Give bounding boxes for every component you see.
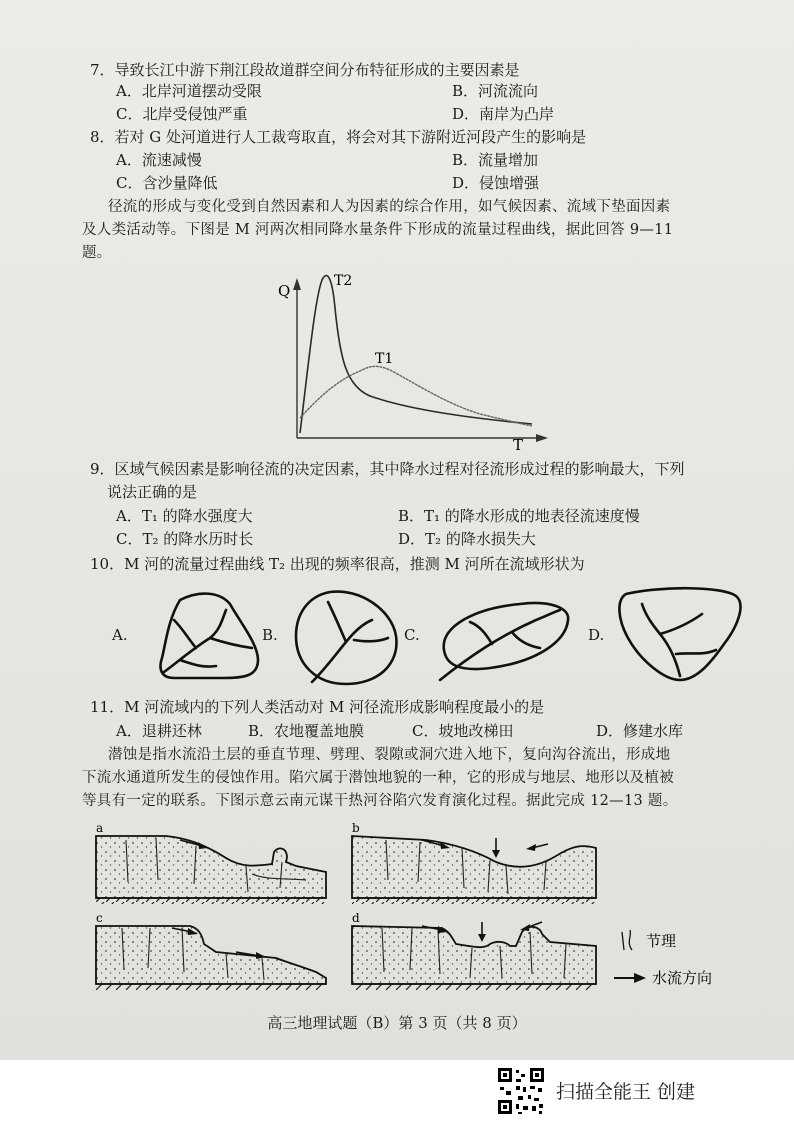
panel-c-label: c xyxy=(96,911,103,925)
panel-a-ground xyxy=(96,898,326,904)
discharge-chart xyxy=(270,268,560,454)
basin-shape-d xyxy=(619,588,740,680)
panel-b-ground xyxy=(352,898,596,904)
x-axis-arrow xyxy=(536,434,548,442)
series-t1-label: T1 xyxy=(375,351,394,367)
panel-d-label: d xyxy=(352,911,360,925)
q9-option-d: D．T₂ 的降水损失大 xyxy=(398,530,536,548)
joint-legend-icon xyxy=(622,930,632,950)
q7-stem: 7．导致长江中游下荆江段故道群空间分布特征形成的主要因素是 xyxy=(90,61,520,79)
q9-stem-line2: 说法正确的是 xyxy=(107,483,198,501)
q8-option-b: B．流量增加 xyxy=(452,151,539,169)
q8-option-d: D．侵蚀增强 xyxy=(452,174,540,192)
figure-legend xyxy=(614,930,712,987)
panel-b-label: b xyxy=(352,822,360,835)
intro1-line1: 径流的形成与变化受到自然因素和人为因素的综合作用，如气候因素、流域下垫面因素 xyxy=(108,199,671,215)
panel-d-ground xyxy=(352,984,596,990)
q7-option-c: C．北岸受侵蚀严重 xyxy=(116,105,248,123)
panel-d xyxy=(352,911,596,990)
panel-a-profile xyxy=(96,836,326,898)
series-t2-label: T2 xyxy=(334,273,353,289)
panel-a xyxy=(96,822,326,904)
q8-option-c: C．含沙量降低 xyxy=(116,174,218,192)
q10-stem: 10．M 河的流量过程曲线 T₂ 出现的频率很高，推测 M 河所在流域形状为 xyxy=(90,555,585,573)
y-axis-label: Q xyxy=(278,282,291,300)
panel-c-profile xyxy=(96,926,326,984)
q8-stem: 8．若对 G 处河道进行人工裁弯取直，将会对其下游附近河段产生的影响是 xyxy=(90,128,587,146)
intro2-line2: 下流水通道所发生的侵蚀作用。陷穴属于潜蚀地貌的一种，它的形成与地层、地形以及植被 xyxy=(82,770,674,786)
q9-option-c: C．T₂ 的降水历时长 xyxy=(116,530,254,548)
q11-option-c: C．坡地改梯田 xyxy=(412,722,514,740)
panel-b xyxy=(352,822,596,904)
q10-label-b: B. xyxy=(262,626,278,644)
series-t2-line xyxy=(300,276,532,433)
basin-shapes xyxy=(140,580,780,690)
basin-shape-b xyxy=(296,592,396,684)
q10-label-a: A. xyxy=(112,626,128,644)
q9-option-a: A．T₁ 的降水强度大 xyxy=(116,507,253,525)
q11-option-b: B．农地覆盖地膜 xyxy=(248,722,365,740)
y-axis-arrow xyxy=(293,278,301,290)
page-footer: 高三地理试题（B）第 3 页（共 8 页） xyxy=(267,1014,527,1032)
panel-d-profile xyxy=(352,926,596,984)
intro1-line2: 及人类活动等。下图是 M 河两次相同降水量条件下形成的流量过程曲线，据此回答 9—11 xyxy=(82,222,674,238)
panel-a-label: a xyxy=(96,822,104,835)
panel-b-profile xyxy=(352,836,596,898)
legend-joint-label: 节理 xyxy=(646,932,677,950)
x-axis-label: T xyxy=(513,436,524,454)
q7-option-a: A．北岸河道摆动受限 xyxy=(116,82,262,100)
q8-option-a: A．流速减慢 xyxy=(116,151,202,169)
intro2-line3: 等具有一定的联系。下图示意云南元谋干热河谷陷穴发育演化过程。据此完成 12—13 题。 xyxy=(82,793,678,809)
qr-code-icon xyxy=(496,1066,546,1116)
q11-option-d: D．修建水库 xyxy=(596,722,684,740)
legend-flow-label: 水流方向 xyxy=(652,969,713,987)
q11-stem: 11．M 河流域内的下列人类活动对 M 河径流形成影响程度最小的是 xyxy=(90,698,545,716)
q10-label-c: C. xyxy=(404,626,420,644)
panel-c xyxy=(96,911,326,990)
panel-c-ground xyxy=(96,984,326,990)
q11-option-a: A．退耕还林 xyxy=(116,722,202,740)
q9-option-b: B．T₁ 的降水形成的地表径流速度慢 xyxy=(398,507,640,525)
q10-label-d: D. xyxy=(588,626,605,644)
q7-option-d: D．南岸为凸岸 xyxy=(452,105,555,123)
series-t1-line xyxy=(300,366,532,426)
sinkhole-evolution-figure xyxy=(86,822,736,1000)
q7-option-b: B．河流流向 xyxy=(452,82,539,100)
intro2-line1: 潜蚀是指水流沿土层的垂直节理、劈理、裂隙或洞穴进入地下，复向沟谷流出，形成地 xyxy=(108,747,671,763)
q9-stem-line1: 9．区域气候因素是影响径流的决定因素，其中降水过程对径流形成过程的影响最大，下列 xyxy=(90,460,685,478)
scanner-watermark-text: 扫描全能王 创建 xyxy=(556,1081,696,1103)
basin-shape-a xyxy=(161,594,259,678)
intro1-line3: 题。 xyxy=(82,245,112,261)
basin-shape-c xyxy=(440,603,568,680)
